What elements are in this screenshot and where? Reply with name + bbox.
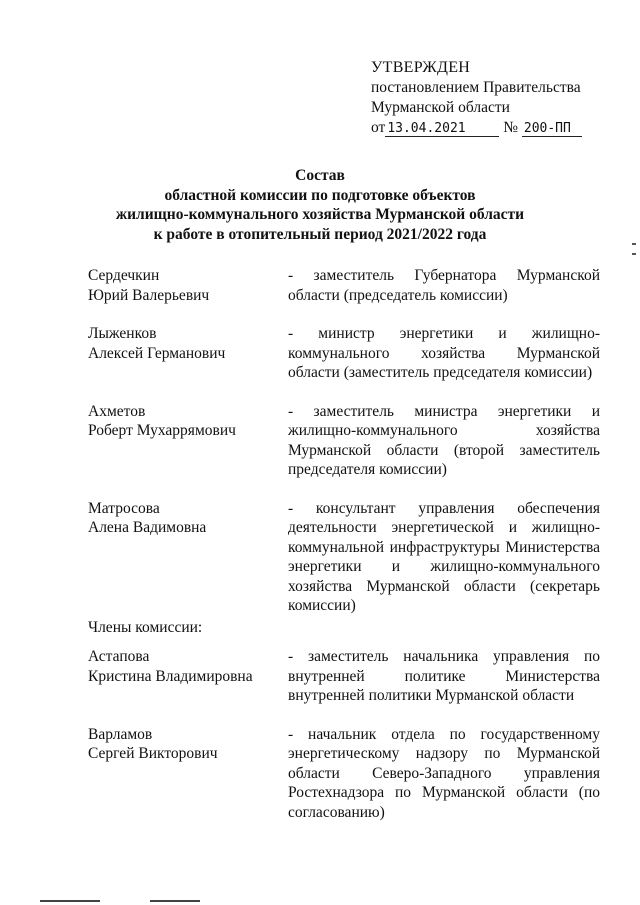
member-role: - заместитель министра энергетики и жилищно-коммунального хозяйства Мурманской области (второй заместитель председателя комиссии) xyxy=(288,402,600,478)
list-item xyxy=(88,402,600,480)
margin-mark xyxy=(632,243,638,269)
document-title xyxy=(0,166,640,244)
member-surname: Варламов xyxy=(88,725,153,743)
approval-date: 13.04.2021 xyxy=(385,122,499,137)
title-line-4: к работе в отопительный период 2021/2022 года xyxy=(153,225,487,243)
member-given-name: Кристина Владимировна xyxy=(88,667,253,685)
member-name xyxy=(88,324,288,383)
member-name xyxy=(88,402,288,480)
member-surname: Астапова xyxy=(88,648,150,665)
member-given-name: Роберт Мухаррямович xyxy=(88,422,236,439)
member-name xyxy=(88,266,288,305)
list-item xyxy=(88,725,600,823)
approval-line-2: Мурманской области xyxy=(371,99,510,116)
list-item xyxy=(88,499,600,616)
title-line-2: областной комиссии по подготовке объектов xyxy=(164,186,476,204)
number-label: № xyxy=(503,119,518,136)
scan-artifact xyxy=(40,900,100,902)
member-role: - начальник отдела по государственному энергетическому надзору по Мурманской области Северо-Западного управления Ростехнадзора по Мурманской области (по согласованию) xyxy=(288,725,600,821)
member-role: - заместитель начальника управления по внутренней политике Министерства внутренней политики Мурманской области xyxy=(288,648,600,704)
title-line-1: Состав xyxy=(295,167,345,184)
member-surname: Сердечкин xyxy=(88,267,160,284)
list-item xyxy=(88,647,600,706)
scan-artifact xyxy=(150,900,200,902)
title-line-3: жилищно-коммунального хозяйства Мурманской области xyxy=(115,206,525,223)
members-section-label: Члены комиссии: xyxy=(88,618,203,636)
approval-number: 200-ПП xyxy=(522,122,582,137)
composition-list xyxy=(88,266,600,822)
member-surname: Лыженков xyxy=(88,325,157,342)
member-name xyxy=(88,725,288,823)
member-given-name: Алена Вадимовна xyxy=(88,519,207,536)
list-item xyxy=(88,266,600,305)
member-given-name: Алексей Германович xyxy=(88,344,226,362)
member-surname: Ахметов xyxy=(88,402,146,420)
approval-stamp xyxy=(371,58,582,138)
member-name xyxy=(88,499,288,616)
member-role: - консультант управления обеспечения деятельности энергетической и жилищно-коммунальной инфраструктуры Министерства энергетики и жилищно-коммунального хозяйства Мурманской области (секретарь комиссии) xyxy=(288,499,600,614)
approved-word: УТВЕРЖДЕН xyxy=(371,59,471,76)
member-surname: Матросова xyxy=(88,499,160,517)
member-given-name: Сергей Викторович xyxy=(88,745,218,762)
from-label: от xyxy=(371,119,386,136)
member-role: - министр энергетики и жилищно-коммунального хозяйства Мурманской области (заместитель председателя комиссии) xyxy=(288,325,600,381)
member-given-name: Юрий Валерьевич xyxy=(88,286,210,304)
member-role: - заместитель Губернатора Мурманской области (председатель комиссии) xyxy=(288,267,600,304)
approval-line-1: постановлением Правительства xyxy=(371,79,581,96)
member-name xyxy=(88,647,288,706)
list-item xyxy=(88,324,600,383)
approval-date-line xyxy=(371,118,582,138)
